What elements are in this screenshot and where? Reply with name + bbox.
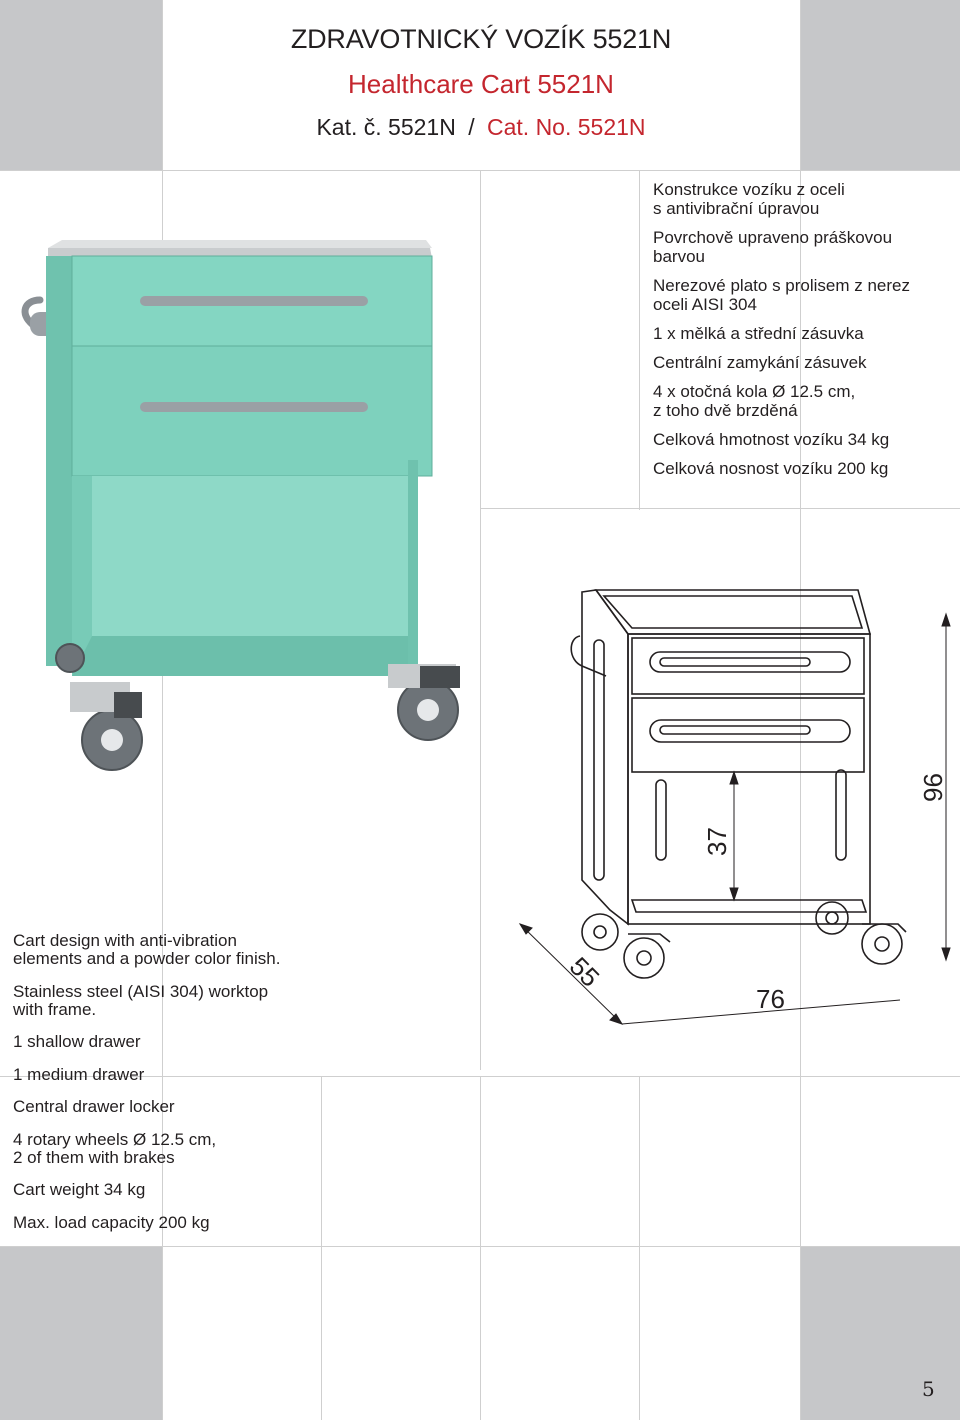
grid-line [480, 1076, 481, 1420]
page-number: 5 [922, 1377, 935, 1401]
dim-label-width: 76 [756, 984, 785, 1014]
spec-en-item: Cart design with anti-vibration elements and a powder color finish. [13, 931, 281, 968]
spec-cz-item: Celková nosnost vozíku 200 kg [653, 459, 889, 478]
dimension-drawing [510, 580, 960, 1030]
spec-cz-item: Nerezové plato s prolisem z nerez oceli AISI 304 [653, 276, 911, 314]
cart-photo [0, 230, 480, 790]
spec-en-item: Central drawer locker [13, 1097, 175, 1116]
spec-en-item: Max. load capacity 200 kg [13, 1212, 210, 1232]
spec-en-item: Cart weight 34 kg [13, 1180, 146, 1199]
grid-line [480, 170, 481, 1070]
spec-en-item: 1 shallow drawer [13, 1032, 141, 1051]
spec-en-item: 1 medium drawer [13, 1064, 145, 1084]
spec-cz-item: Povrchově upraveno práškovou barvou [653, 228, 893, 266]
spec-en-item: Stainless steel (AISI 304) worktop with frame. [13, 981, 269, 1019]
dim-label-open-height: 37 [702, 827, 732, 856]
catalog-number [162, 114, 800, 141]
catalog-number-czech: Kat. č. 5521N [316, 114, 456, 140]
spec-cz-item: 4 x otočná kola Ø 12.5 cm, z toho dvě brzděná [653, 382, 856, 420]
catalog-separator: / [468, 114, 475, 140]
specifications-czech [653, 180, 953, 488]
spec-cz-item: Konstrukce vozíku z oceli s antivibrační úpravou [653, 180, 845, 218]
dim-label-depth: 55 [563, 951, 606, 993]
title-english: Healthcare Cart 5521N [348, 69, 614, 99]
grid-line [639, 1076, 640, 1420]
dim-label-total-height: 96 [918, 773, 948, 802]
title-czech: ZDRAVOTNICKÝ VOZÍK 5521N [290, 24, 672, 54]
gray-block-bottom-left [0, 1246, 162, 1420]
spec-cz-item: Centrální zamykání zásuvek [653, 353, 867, 372]
catalog-number-english: Cat. No. 5521N [487, 114, 646, 140]
gray-block-bottom-right [800, 1246, 960, 1420]
product-header [162, 4, 800, 170]
gray-block-top-right [800, 0, 960, 170]
grid-line [0, 1246, 960, 1247]
spec-en-item: 4 rotary wheels Ø 12.5 cm, 2 of them with brakes [13, 1129, 217, 1167]
grid-line [321, 1076, 322, 1420]
spec-cz-item: Celková hmotnost vozíku 34 kg [653, 430, 890, 449]
spec-cz-item: 1 x mělká a střední zásuvka [653, 324, 864, 343]
grid-line [0, 170, 960, 171]
grid-line [480, 508, 960, 509]
grid-line [639, 170, 640, 510]
gray-block-top-left [0, 0, 162, 170]
specifications-english [13, 932, 313, 1246]
